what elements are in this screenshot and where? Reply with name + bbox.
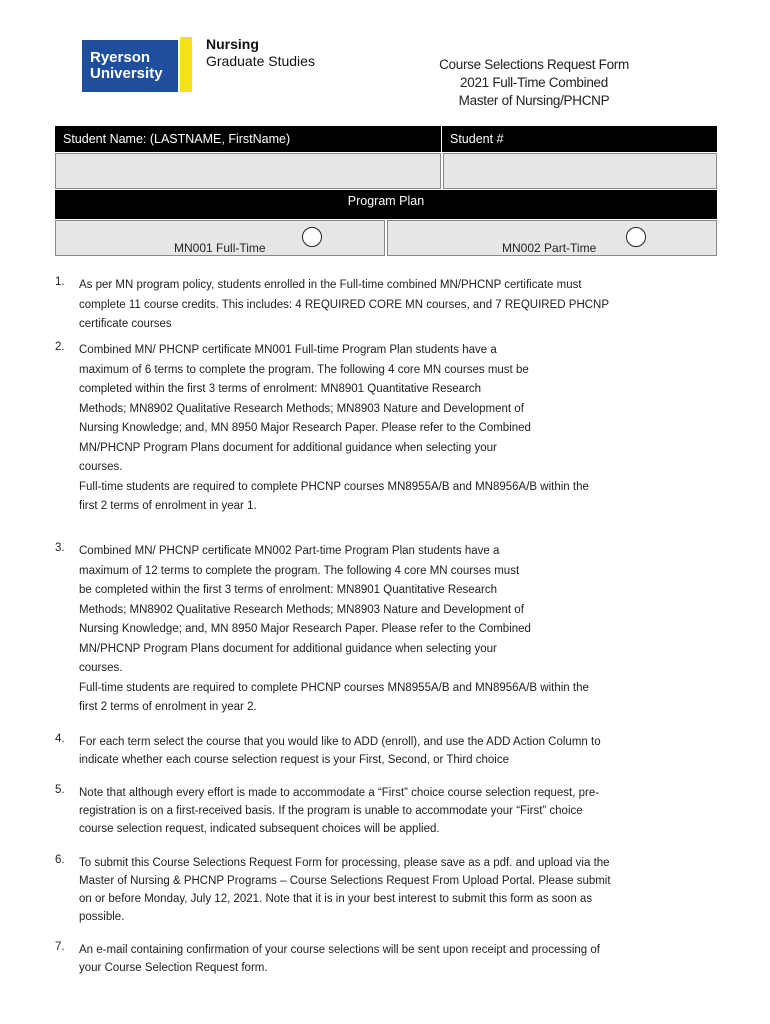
- item-number: 3.: [55, 542, 65, 554]
- item-text: As per MN program policy, students enrolled in the Full-time combined MN/PHCNP certificate must complete 11 course credits. This includes: 4 REQUIRED CORE MN courses, and 7 REQUIRED PHCNP certificate courses: [79, 279, 610, 330]
- item-number: 6.: [55, 854, 65, 866]
- parttime-radio[interactable]: [626, 227, 646, 247]
- form-title-line2: 2021 Full-Time Combined: [460, 75, 608, 90]
- item-text: Combined MN/ PHCNP certificate MN001 Full-time Program Plan students have a maximum of 6 terms to complete the program. The following 4 core MN courses must be completed within the first 3 terms of enrolment: MN8901 Quantitative Research Methods; MN8902 Qualitative Research Methods; MN8903 Nature and Development of Nursing Knowledge; and, MN 8950 Major Research Paper. Please refer to the Combined MN/PHCNP Program Plans document for additional guidance when selecting your courses. Full-time students are required to complete PHCNP courses MN8955A/B and MN8956A/B within the first 2 terms of enrolment in year 1.: [79, 344, 589, 512]
- form-title: [420, 56, 648, 110]
- student-header-row: [55, 126, 717, 152]
- item-text: An e-mail containing confirmation of your course selections will be sent upon receipt and processing of your Course Selection Request form.: [79, 944, 600, 974]
- plan-option-fulltime: [55, 220, 385, 256]
- logo-university-line1: Ryerson: [90, 49, 151, 66]
- item-text: Note that although every effort is made to accommodate a “First” choice course selection request, pre- registration is on a first-received basis. If the program is unable to accommodate your “First” choice course selection request, indicated subsequent choices will be applied.: [79, 787, 600, 835]
- program-plan-header: [55, 190, 717, 219]
- program-plan-label: Program Plan: [347, 194, 425, 208]
- university-logo: [82, 40, 178, 92]
- student-number-label: Student #: [450, 132, 504, 146]
- item-number: 7.: [55, 941, 65, 953]
- fulltime-radio[interactable]: [302, 227, 322, 247]
- logo-university-line2: University: [90, 65, 163, 82]
- item-text: To submit this Course Selections Request Form for processing, please save as a pdf. and upload via the Master of Nursing & PHCNP Programs – Course Selections Request From Upload Portal. Please submit on or before Monday, July 12, 2021. Note that it is in your best interest to submit this form as soon as possible.: [79, 857, 611, 923]
- department-line2: Graduate Studies: [206, 53, 315, 69]
- department-name: [206, 36, 315, 70]
- student-name-label: Student Name: (LASTNAME, FirstName): [63, 132, 291, 146]
- item-number: 5.: [55, 784, 65, 796]
- item-number: 4.: [55, 733, 65, 745]
- student-number-field[interactable]: [443, 153, 717, 189]
- department-line1: Nursing: [206, 36, 259, 52]
- form-title-line1: Course Selections Request Form: [439, 57, 629, 72]
- item-number: 1.: [55, 276, 65, 288]
- logo-accent-bar: [180, 37, 192, 92]
- header-divider: [441, 126, 442, 152]
- student-name-field[interactable]: [55, 153, 441, 189]
- plan-fulltime-label: MN001 Full-Time: [174, 241, 266, 255]
- item-text: Combined MN/ PHCNP certificate MN002 Part-time Program Plan students have a maximum of 12 terms to complete the program. The following 4 core MN courses must be completed within the first 3 terms of enrolment: MN8901 Quantitative Research Methods; MN8902 Qualitative Research Methods; MN8903 Nature and Development of Nursing Knowledge; and, MN 8950 Major Research Paper. Please refer to the Combined MN/PHCNP Program Plans document for additional guidance when selecting your courses. Full-time students are required to complete PHCNP courses MN8955A/B and MN8956A/B within the first 2 terms of enrolment in year 2.: [79, 545, 589, 713]
- item-text: For each term select the course that you would like to ADD (enroll), and use the ADD Action Column to indicate whether each course selection request is your First, Second, or Third choice: [79, 736, 601, 766]
- item-number: 2.: [55, 341, 65, 353]
- form-title-line3: Master of Nursing/PHCNP: [458, 93, 610, 108]
- plan-option-parttime: [387, 220, 717, 256]
- plan-parttime-label: MN002 Part-Time: [502, 241, 597, 255]
